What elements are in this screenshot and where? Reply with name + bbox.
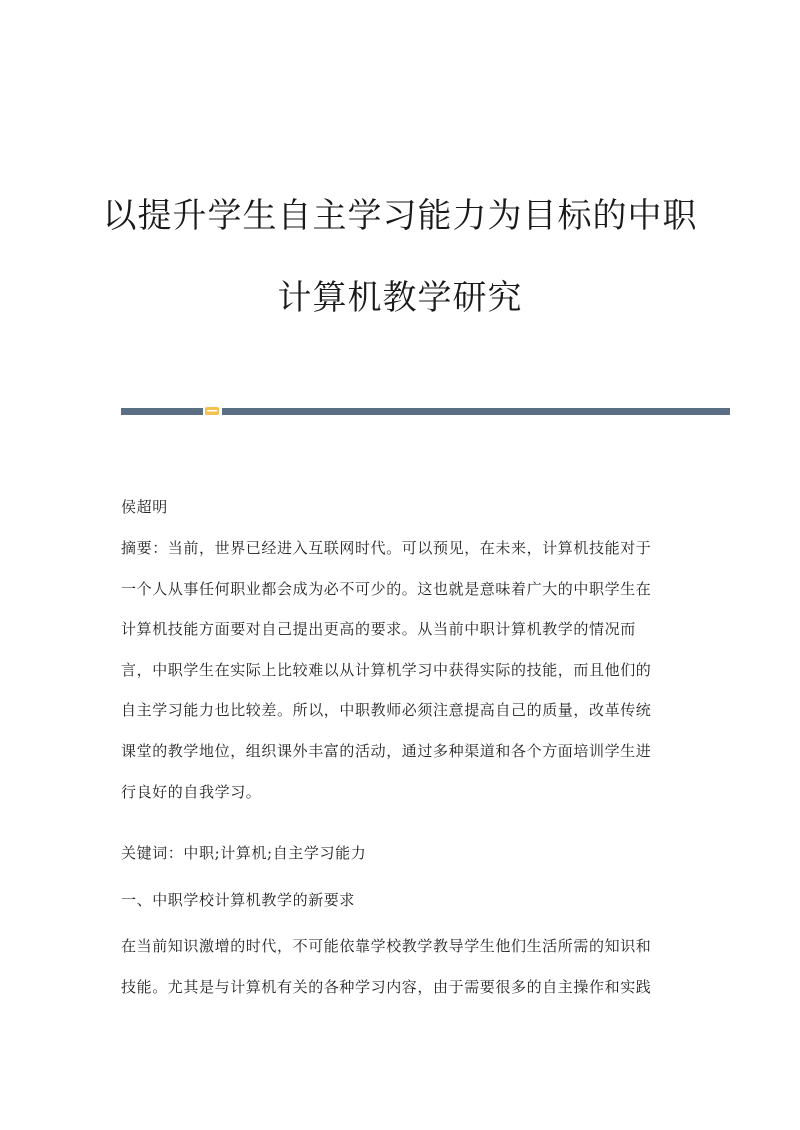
divider-ornament-icon <box>205 406 219 416</box>
abstract-line: 行良好的自我学习。 <box>121 782 262 801</box>
abstract-line: 言，中职学生在实际上比较难以从计算机学习中获得实际的技能，而且他们的 <box>121 660 652 679</box>
abstract-line: 一个人从事任何职业都会成为必不可少的。这也就是意味着广大的中职学生在 <box>121 579 652 598</box>
divider-left-bar <box>121 408 203 415</box>
divider-right-bar <box>222 408 730 415</box>
abstract-paragraph <box>121 528 681 812</box>
section-heading <box>121 880 681 921</box>
body-line: 技能。尤其是与计算机有关的各种学习内容，由于需要很多的自主操作和实践 <box>121 977 652 996</box>
keywords <box>121 833 681 874</box>
author-text: 侯超明 <box>121 498 168 516</box>
section-heading-text: 一、中职学校计算机教学的新要求 <box>121 891 356 909</box>
keywords-text: 关键词：中职;计算机;自主学习能力 <box>121 844 367 862</box>
body-paragraph <box>121 926 681 1007</box>
author-name <box>121 487 681 528</box>
abstract-line: 自主学习能力也比较差。所以，中职教师必须注意提高自己的质量，改革传统 <box>121 701 652 720</box>
abstract-line: 计算机技能方面要对自己提出更高的要求。从当前中职计算机教学的情况而 <box>121 620 636 639</box>
abstract-line: 课堂的教学地位，组织课外丰富的活动，通过多种渠道和各个方面培训学生进 <box>121 741 652 760</box>
body-line: 在当前知识激增的时代，不可能依靠学校教学教导学生他们生活所需的知识和 <box>121 937 652 955</box>
abstract-line: 摘要：当前，世界已经进入互联网时代。可以预见，在未来，计算机技能对于 <box>121 539 652 557</box>
document-title-line-2: 计算机教学研究 <box>277 278 523 318</box>
document-title-line-1: 以提升学生自主学习能力为目标的中职 <box>102 196 698 236</box>
